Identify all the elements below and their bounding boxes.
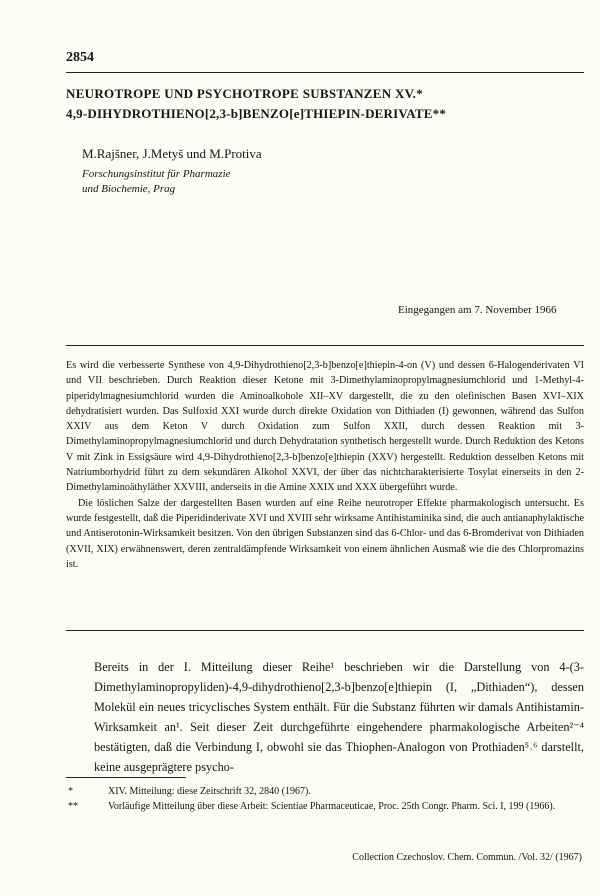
footnote-rule (66, 777, 186, 778)
affiliation (82, 167, 231, 197)
title-line-2: 4,9-DIHYDROTHIENO[2,3-b]BENZO[e]THIEPIN-DERIVATE** (66, 106, 447, 121)
abstract-paragraph-1: Es wird die verbesserte Synthese von 4,9-Dihydrothieno[2,3-b]benzo[e]thiepin-4-on (V) und dessen 6-Halogenderivaten VI und VII beschrieben. Durch Reaktion dieser Ketone mit 3-Dimethylaminopropylmagnesiumchlorid und 1-Methyl-4-piperidylmagnesiumchlorid wurden die Aminoalkohole XII–XV dargestellt, die zu den olefinischen Basen XVI–XIX dehydratisiert wurden. Das Sulfoxid XXI wurde durch direkte Oxidation von Dithiaden (I) gewonnen, während das Sulfon XXIV aus dem Keton V durch Oxidation zum Sulfon XXII, durch dessen Reaktion mit 3-Dimethylaminopropylmagnesiumchlorid und durch Dehydratation synthetisch hergestellt wurde. Durch Reduktion des Ketons V mit Zink in Essigsäure wird 4,9-Dihydrothieno[2,3-b]benzo[e]thiepin (XXV) hergestellt. Reduktion desselben Ketons mit Natriumborhydrid führt zu dem sekundären Alkohol XXVI, der über das nichtcharakterisierte Tosylat einerseits in den 2-Dimethylaminoäthyläther XXVIII, anderseits in die Amine XXIX und XXX übergeführt wurde. (66, 360, 584, 494)
abstract-top-rule (66, 345, 584, 346)
footnote-1 (66, 784, 584, 799)
footnotes (66, 784, 584, 814)
body-paragraph: Bereits in der I. Mitteilung dieser Reihe¹ beschrieben wir die Darstellung von 4-(3-Dimethylaminopropyliden)-4,9-dihydrothieno[2,3-b]benzo[e]thiepin (I, „Dithiaden“), dessen Molekül ein neues tricyclisches System enthält. Für die Substanz führten wir damals Antihistamin-Wirksamkeit an¹. Seit dieser Zeit durchgeführte eingehendere pharmakologische Arbeiten²⁻⁴ bestätigten, daß die Verbindung I, obwohl sie das Thiophen-Analogon von Prothiaden⁵˒⁶ darstellt, keine ausgeprägtere psycho- (94, 660, 584, 774)
affiliation-line-1: Forschungsinstitut für Pharmazie (82, 168, 231, 180)
received-date: Eingegangen am 7. November 1966 (398, 304, 557, 316)
header-rule (66, 72, 584, 73)
footnote-1-text: XIV. Mitteilung: diese Zeitschrift 32, 2840 (1967). (108, 786, 311, 797)
title-line-1: NEUROTROPE UND PSYCHOTROPE SUBSTANZEN XV.* (66, 86, 424, 101)
footnote-2-text: Vorläufige Mitteilung über diese Arbeit: Scientiae Pharmaceuticae, Proc. 25th Congr. Pharm. Sci. I, 199 (1966). (108, 801, 556, 812)
affiliation-line-2: und Biochemie, Prag (82, 183, 176, 195)
footnote-2 (66, 799, 584, 814)
footnote-2-mark: ** (68, 801, 78, 812)
journal-citation: Collection Czechoslov. Chem. Commun. /Vol. 32/ (1967) (352, 852, 582, 863)
abstract-paragraph-2: Die löslichen Salze der dargestellten Basen wurden auf eine Reihe neurotroper Effekte pharmakologisch untersucht. Es wurde festgestellt, daß die Piperidinderivate XVI und XVIII sehr wirksame Antihistaminika sind, die auch antianaphylaktische und Antiserotonin-Wirksamkeit besitzen. Von den übrigen Substanzen sind das 6-Chlor- und das 6-Bromderivat von Dithiaden (XVII, XIX) erwähnenswert, deren zentraldämpfende Wirksamkeit von einem ähnlichen Ausmaß wie die des Chlorpromazins ist. (66, 497, 584, 570)
abstract (66, 358, 584, 572)
body-text (94, 657, 584, 777)
authors: M.Rajšner, J.Metyš und M.Protiva (82, 146, 262, 161)
abstract-bottom-rule (66, 630, 584, 631)
footnote-1-mark: * (68, 786, 73, 797)
page-number: 2854 (66, 50, 94, 65)
